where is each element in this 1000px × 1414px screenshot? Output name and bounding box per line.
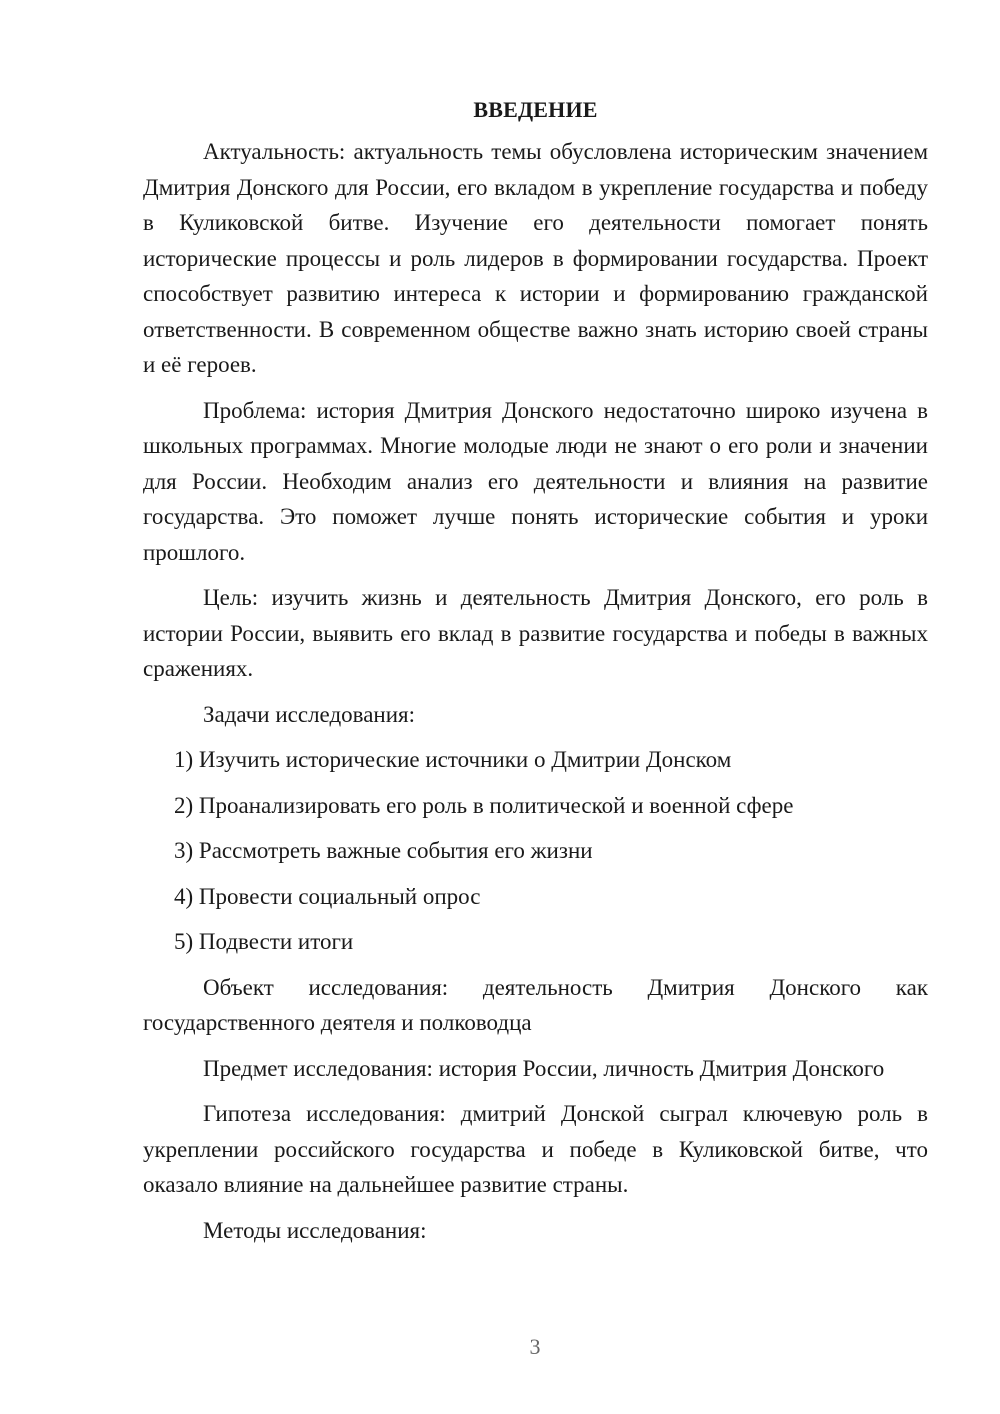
task-item-1: 1) Изучить исторические источники о Дмитрии Донском [174,747,732,772]
page-number: 3 [529,1334,541,1359]
problem-paragraph: Проблема: история Дмитрия Донского недостаточно широко изучена в школьных программах. Многие молодые люди не знают о его роли и значении для России. Необходим анализ его деятельности и влияния на развитие государства. Это поможет лучше понять исторические события и уроки прошлого. [143,397,928,565]
task-item-3: 3) Рассмотреть важные события его жизни [174,838,593,863]
hypothesis-paragraph: Гипотеза исследования: дмитрий Донской сыграл ключевую роль в укреплении российского государства и победе в Куликовской битве, что оказало влияние на дальнейшее развитие страны. [143,1101,928,1197]
object-paragraph: Объект исследования: деятельность Дмитрия Донского как государственного деятеля и полководца [143,974,928,1035]
page-content [143,96,928,1258]
task-item-2: 2) Проанализировать его роль в политической и военной сфере [174,792,794,818]
tasks-list [143,742,928,960]
task-item-5: 5) Подвести итоги [174,929,354,954]
relevance-paragraph: Актуальность: актуальность темы обусловлена историческим значением Дмитрия Донского для России, его вкладом в укрепление государства и победу в Куликовской битве. Изучение его деятельности помогает понять исторические процессы и роль лидеров в формировании государства. Проект способствует развитию интереса к истории и формированию гражданской ответственности. В современном обществе важно знать историю своей страны и её героев. [143,139,928,377]
tasks-heading: Задачи исследования: [203,701,416,727]
methods-heading: Методы исследования: [203,1217,427,1243]
section-title: ВВЕДЕНИЕ [473,97,598,122]
goal-paragraph: Цель: изучить жизнь и деятельность Дмитрия Донского, его роль в истории России, выявить его вклад в развитие государства и победы в важных сражениях. [143,585,928,681]
task-item-4: 4) Провести социальный опрос [174,883,481,909]
subject-paragraph: Предмет исследования: история России, личность Дмитрия Донского [203,1055,885,1081]
